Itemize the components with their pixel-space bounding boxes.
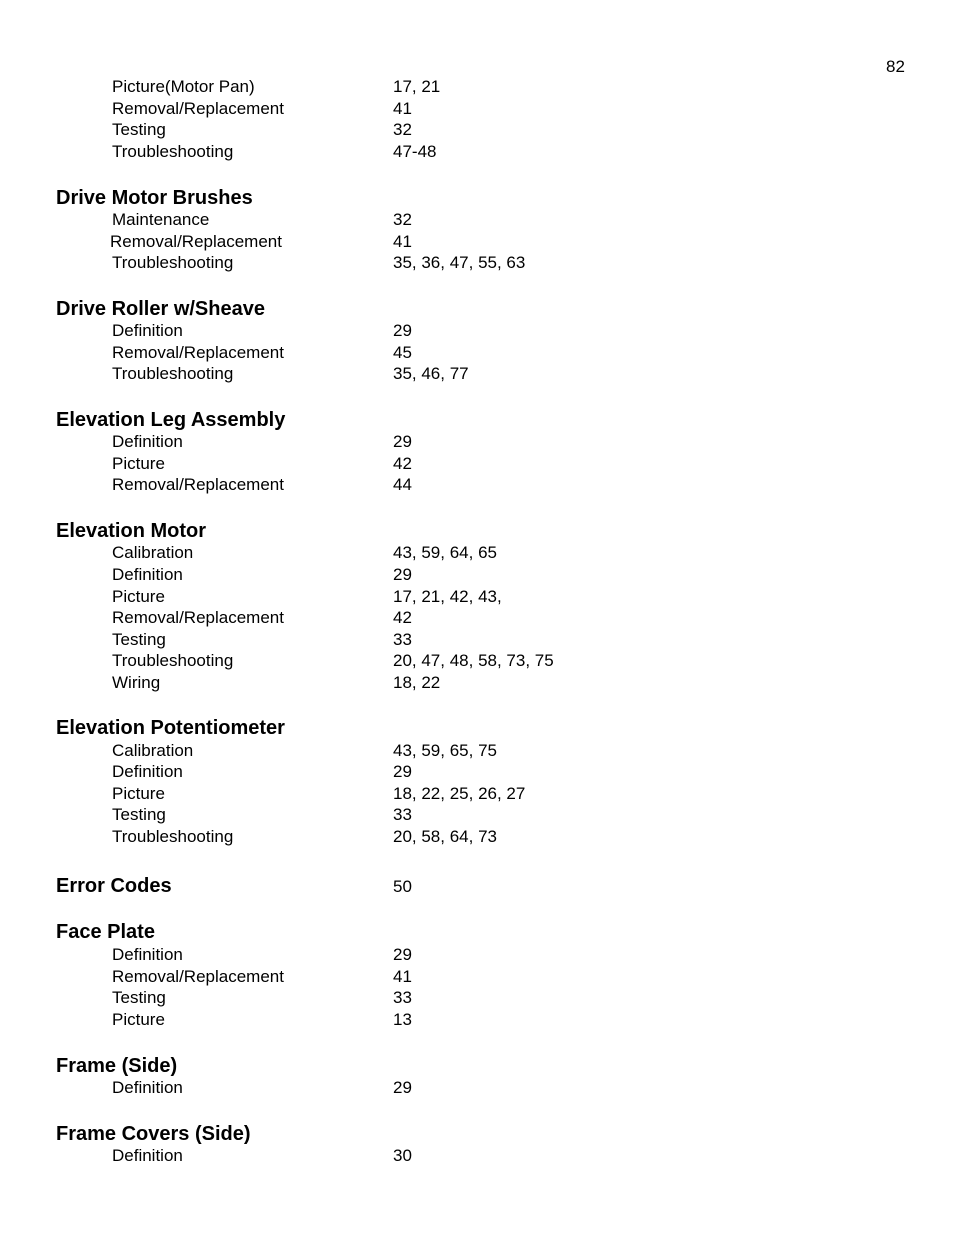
subentry-pages: 32 — [393, 120, 412, 139]
subentry-label: Removal/Replacement — [110, 232, 282, 251]
subentry-label: Testing — [112, 630, 166, 649]
subentry-label: Picture — [112, 1010, 165, 1029]
heading-pages: 50 — [393, 877, 412, 896]
index-subentry — [0, 1146, 954, 1168]
subentry-label: Troubleshooting — [112, 142, 234, 161]
index-subentry — [0, 99, 954, 121]
subentry-pages: 35, 36, 47, 55, 63 — [393, 253, 526, 272]
index-subentry — [0, 805, 954, 827]
subentry-label: Maintenance — [112, 210, 210, 229]
subentry-label: Troubleshooting — [112, 651, 234, 670]
subentry-pages: 43, 59, 65, 75 — [393, 741, 497, 760]
index-subentry — [0, 630, 954, 652]
subentry-pages: 33 — [393, 805, 412, 824]
page-number: 82 — [886, 57, 905, 76]
subentry-pages: 33 — [393, 988, 412, 1007]
subentry-label: Definition — [112, 321, 183, 340]
subentry-label: Removal/Replacement — [112, 343, 284, 362]
index-subentry — [0, 232, 954, 254]
subentry-label: Removal/Replacement — [112, 99, 284, 118]
subentry-label: Troubleshooting — [112, 253, 234, 272]
subentry-pages: 47-48 — [393, 142, 437, 161]
subentry-label: Definition — [112, 1146, 183, 1165]
index-heading: Elevation Motor — [56, 520, 207, 542]
index-subentry — [0, 543, 954, 565]
index-subentry — [0, 651, 954, 673]
index-heading: Drive Roller w/Sheave — [56, 298, 265, 320]
subentry-pages: 29 — [393, 321, 412, 340]
index-subentry — [0, 120, 954, 142]
index-subentry — [0, 210, 954, 232]
subentry-label: Testing — [112, 805, 166, 824]
subentry-label: Troubleshooting — [112, 364, 234, 383]
subentry-label: Testing — [112, 120, 166, 139]
index-subentry — [0, 77, 954, 99]
subentry-pages: 17, 21, 42, 43, — [393, 587, 502, 606]
index-subentry — [0, 741, 954, 763]
subentry-pages: 41 — [393, 967, 412, 986]
subentry-pages: 41 — [393, 232, 412, 251]
subentry-label: Definition — [112, 432, 183, 451]
index-subentry — [0, 762, 954, 784]
subentry-pages: 42 — [393, 454, 412, 473]
index-heading: Elevation Potentiometer — [56, 717, 285, 739]
index-subentry — [0, 432, 954, 454]
subentry-label: Picture(Motor Pan) — [112, 77, 255, 96]
subentry-label: Picture — [112, 587, 165, 606]
subentry-pages: 29 — [393, 565, 412, 584]
subentry-pages: 18, 22 — [393, 673, 441, 692]
subentry-pages: 41 — [393, 99, 412, 118]
subentry-label: Calibration — [112, 543, 194, 562]
index-subentry — [0, 988, 954, 1010]
subentry-pages: 20, 58, 64, 73 — [393, 827, 497, 846]
subentry-label: Picture — [112, 784, 165, 803]
subentry-label: Definition — [112, 762, 183, 781]
index-heading: Frame (Side) — [56, 1055, 178, 1077]
subentry-pages: 43, 59, 64, 65 — [393, 543, 497, 562]
subentry-label: Testing — [112, 988, 166, 1007]
index-subentry — [0, 827, 954, 849]
index-subentry — [0, 565, 954, 587]
subentry-label: Definition — [112, 565, 183, 584]
index-heading: Drive Motor Brushes — [56, 187, 253, 209]
index-heading: Error Codes — [56, 875, 172, 897]
subentry-pages: 13 — [393, 1010, 412, 1029]
index-heading: Face Plate — [56, 921, 155, 943]
index-subentry — [0, 967, 954, 989]
index-subentry — [0, 587, 954, 609]
index-heading: Elevation Leg Assembly — [56, 409, 286, 431]
subentry-pages: 45 — [393, 343, 412, 362]
index-subentry — [0, 343, 954, 365]
subentry-pages: 35, 46, 77 — [393, 364, 469, 383]
index-subentry — [0, 364, 954, 386]
index-subentry — [0, 673, 954, 695]
subentry-label: Removal/Replacement — [112, 967, 284, 986]
index-subentry — [0, 475, 954, 497]
subentry-label: Removal/Replacement — [112, 608, 284, 627]
index-subentry — [0, 1010, 954, 1032]
subentry-pages: 20, 47, 48, 58, 73, 75 — [393, 651, 554, 670]
index-subentry — [0, 142, 954, 164]
index-subentry — [0, 784, 954, 806]
subentry-pages: 29 — [393, 945, 412, 964]
index-subentry — [0, 253, 954, 275]
subentry-label: Removal/Replacement — [112, 475, 284, 494]
subentry-label: Picture — [112, 454, 165, 473]
subentry-pages: 29 — [393, 762, 412, 781]
subentry-pages: 18, 22, 25, 26, 27 — [393, 784, 526, 803]
subentry-pages: 33 — [393, 630, 412, 649]
subentry-label: Wiring — [112, 673, 161, 692]
subentry-label: Definition — [112, 945, 183, 964]
subentry-pages: 29 — [393, 432, 412, 451]
index-subentry — [0, 945, 954, 967]
subentry-pages: 44 — [393, 475, 412, 494]
subentry-pages: 42 — [393, 608, 412, 627]
index-subentry — [0, 608, 954, 630]
subentry-pages: 29 — [393, 1078, 412, 1097]
subentry-pages: 32 — [393, 210, 412, 229]
index-subentry — [0, 321, 954, 343]
subentry-label: Calibration — [112, 741, 194, 760]
subentry-label: Definition — [112, 1078, 183, 1097]
index-subentry — [0, 1078, 954, 1100]
subentry-pages: 30 — [393, 1146, 412, 1165]
index-heading: Frame Covers (Side) — [56, 1123, 251, 1145]
index-subentry — [0, 454, 954, 476]
subentry-label: Troubleshooting — [112, 827, 234, 846]
subentry-pages: 17, 21 — [393, 77, 441, 96]
